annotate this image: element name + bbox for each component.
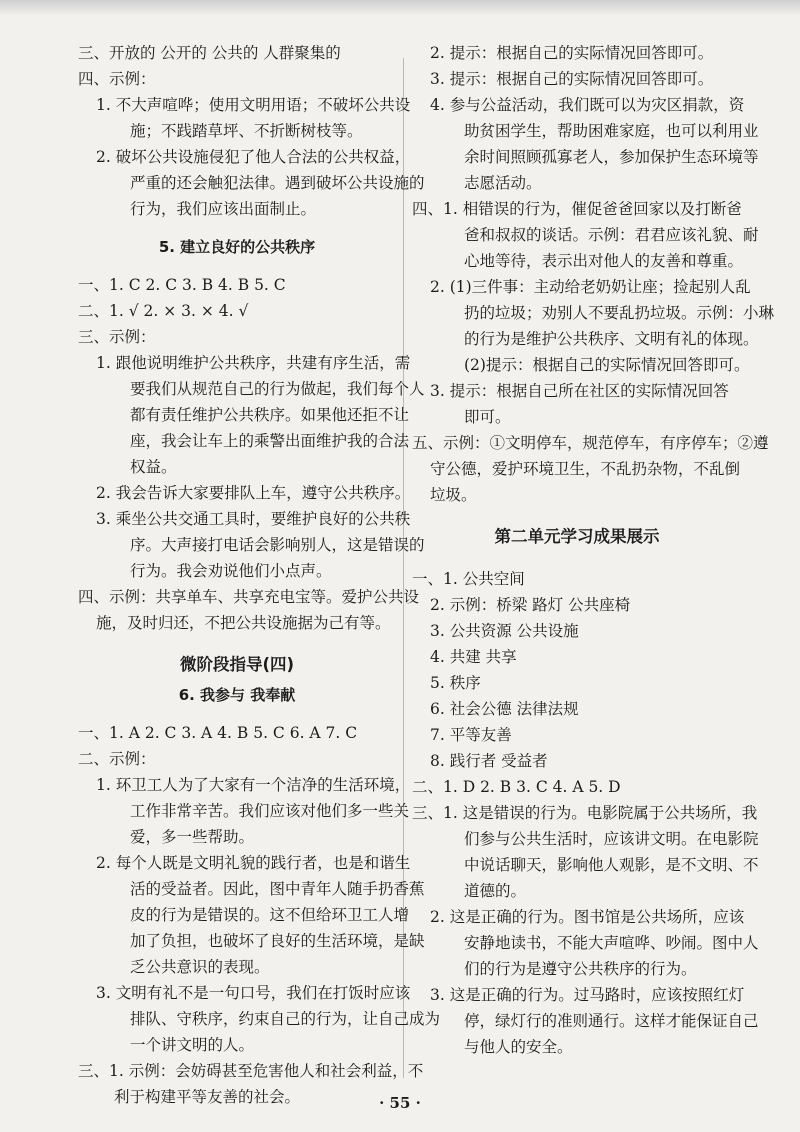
answer-line: 8. 践行者 受益者	[430, 752, 548, 770]
answer-line: 3. 公共资源 公共设施	[430, 622, 579, 640]
answer-line: (2)提示：根据自己的实际情况回答即可。	[464, 356, 750, 374]
answer-line: 爸和叔叔的谈话。示例：君君应该礼貌、耐	[464, 226, 759, 244]
answer-line: 4. 参与公益活动，我们既可以为灾区捐款，资	[430, 96, 745, 114]
answer-line: 施；不践踏草坪、不折断树枝等。	[130, 122, 363, 140]
answer-line: 四、1. 相错误的行为，催促爸爸回家以及打断爸	[412, 200, 742, 218]
answer-line: 3. 这是正确的行为。过马路时，应该按照红灯	[430, 986, 745, 1004]
answer-line: 行为。我会劝说他们小点声。	[130, 562, 332, 580]
answer-line: 3. 提示：根据自己的实际情况回答即可。	[430, 70, 714, 88]
answer-line: 严重的还会触犯法律。遇到破坏公共设施的	[130, 174, 425, 192]
answer-line: 7. 平等友善	[430, 726, 512, 744]
answer-line: 序。大声接打电话会影响别人，这是错误的	[130, 536, 425, 554]
answer-line: 排队、守秩序，约束自己的行为，让自己成为	[130, 1010, 441, 1028]
answer-line: 2. 示例：桥梁 路灯 公共座椅	[430, 596, 631, 614]
answer-line: 2. 这是正确的行为。图书馆是公共场所，应该	[430, 908, 745, 926]
answer-line: 余时间照顾孤寡老人，参加保护生态环境等	[464, 148, 759, 166]
right-column	[412, 40, 775, 1060]
answer-line: 乏公共意识的表现。	[130, 958, 270, 976]
answer-line: 四、示例：	[78, 70, 156, 88]
answer-line: 2. 我会告诉大家要排队上车，遵守公共秩序。	[96, 484, 411, 502]
answer-line: 二、示例：	[78, 750, 156, 768]
answer-line: 利于构建平等友善的社会。	[114, 1088, 301, 1106]
answer-line: 一、1. 公共空间	[412, 570, 525, 588]
answer-line: 要我们从规范自己的行为做起，我们每个人	[130, 380, 425, 398]
answer-line: 爱，多一些帮助。	[130, 828, 255, 846]
answer-line: 一、1. A 2. C 3. A 4. B 5. C 6. A 7. C	[78, 724, 358, 742]
answer-line: 道德的。	[464, 882, 527, 900]
answer-line: 5. 秩序	[430, 674, 481, 692]
answer-line: 1. 不大声喧哗；使用文明用语；不破坏公共设	[96, 96, 411, 114]
answer-line: 五、示例：①文明停车，规范停车，有序停车；②遵	[412, 434, 769, 452]
section-heading: 6. 我参与 我奉献	[178, 686, 296, 704]
page-number: · 55 ·	[379, 1094, 421, 1112]
answer-line: 二、1. √ 2. × 3. × 4. √	[78, 302, 249, 320]
answer-line: 6. 社会公德 法律法规	[430, 700, 579, 718]
scan-top-edge	[0, 0, 800, 16]
answer-line: 与他人的安全。	[464, 1038, 573, 1056]
answer-line: 座，我会让车上的乘警出面维护我的合法	[130, 432, 410, 450]
answer-line: 一、1. C 2. C 3. B 4. B 5. C	[78, 276, 286, 294]
answer-line: 一个讲文明的人。	[130, 1036, 255, 1054]
answer-line: 三、示例：	[78, 328, 156, 346]
answer-line: 即可。	[464, 408, 511, 426]
answer-line: 2. 每个人既是文明礼貌的践行者，也是和谐生	[96, 854, 411, 872]
answer-line: 三、1. 这是错误的行为。电影院属于公共场所，我	[412, 804, 758, 822]
section-heading: 微阶段指导(四)	[179, 655, 295, 674]
answer-line: 行为，我们应该出面制止。	[130, 200, 317, 218]
answer-line: 守公德，爱护环境卫生，不乱扔杂物，不乱倒	[430, 460, 741, 478]
answer-line: 3. 文明有礼不是一句口号，我们在打饭时应该	[96, 984, 411, 1002]
answer-line: 权益。	[130, 458, 177, 476]
answer-line: 四、示例：共享单车、共享充电宝等。爱护公共设	[78, 588, 420, 606]
answer-line: 们的行为是遵守公共秩序的行为。	[464, 960, 697, 978]
answer-line: 中说话聊天，影响他人观影，是不文明、不	[464, 856, 759, 874]
answer-line: 心地等待，表示出对他人的友善和尊重。	[464, 252, 744, 270]
answer-line: 2. (1)三件事：主动给老奶奶让座；捡起别人乱	[430, 278, 751, 296]
answer-line: 的行为是维护公共秩序、文明有礼的体现。	[464, 330, 759, 348]
answer-line: 停，绿灯行的准则通行。这样才能保证自己	[464, 1012, 759, 1030]
answer-line: 三、1. 示例：会妨碍甚至危害他人和社会利益，不	[78, 1062, 424, 1080]
answer-line: 三、开放的 公开的 公共的 人群聚集的	[78, 44, 341, 62]
answer-line: 3. 提示：根据自己所在社区的实际情况回答	[430, 382, 729, 400]
answer-line: 皮的行为是错误的。这不但给环卫工人增	[130, 906, 410, 924]
answer-line: 施，及时归还，不把公共设施据为己有等。	[96, 614, 391, 632]
answer-line: 志愿活动。	[464, 174, 542, 192]
answer-line: 1. 环卫工人为了大家有一个洁净的生活环境，	[96, 776, 411, 794]
section-heading: 5. 建立良好的公共秩序	[158, 238, 316, 256]
answer-line: 4. 共建 共享	[430, 648, 517, 666]
answer-line: 都有责任维护公共秩序。如果他还拒不让	[130, 406, 410, 424]
answer-line: 扔的垃圾；劝别人不要乱扔垃圾。示例：小琳	[464, 304, 775, 322]
answer-line: 安静地读书，不能大声喧哗、吵闹。图中人	[464, 934, 759, 952]
answer-line: 们参与公共生活时，应该讲文明。在电影院	[464, 830, 759, 848]
answer-line: 3. 乘坐公共交通工具时，要维护良好的公共秩	[96, 510, 411, 528]
answer-line: 加了负担，也破坏了良好的生活环境，是缺	[130, 932, 425, 950]
answer-line: 2. 破坏公共设施侵犯了他人合法的公共权益，	[96, 148, 411, 166]
section-heading: 第二单元学习成果展示	[494, 527, 660, 546]
answer-line: 活的受益者。因此，图中青年人随手扔香蕉	[130, 880, 425, 898]
answer-line: 垃圾。	[430, 486, 477, 504]
answer-line: 助贫困学生，帮助困难家庭，也可以利用业	[464, 122, 759, 140]
answer-line: 2. 提示：根据自己的实际情况回答即可。	[430, 44, 714, 62]
answer-line: 二、1. D 2. B 3. C 4. A 5. D	[412, 778, 621, 796]
answer-line: 工作非常辛苦。我们应该对他们多一些关	[130, 802, 410, 820]
answer-line: 1. 跟他说明维护公共秩序，共建有序生活，需	[96, 354, 411, 372]
